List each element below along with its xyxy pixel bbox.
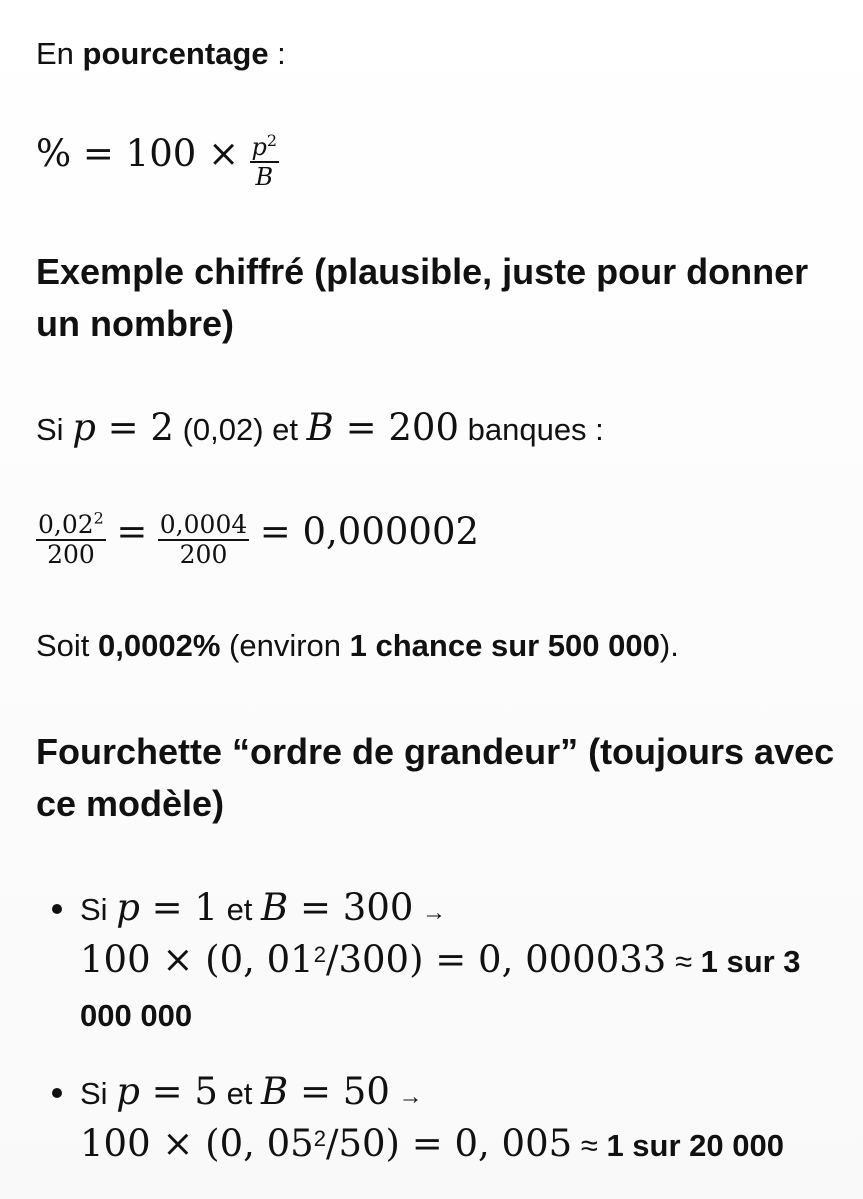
item-et: et xyxy=(217,1076,262,1111)
percentage-label-suffix: : xyxy=(268,36,286,71)
frac1-den: 200 xyxy=(47,539,95,569)
example-computation xyxy=(36,510,479,569)
list-item-expression xyxy=(80,1122,784,1166)
approx-sign: ≈ xyxy=(572,1128,607,1163)
cond-p: p xyxy=(72,406,96,449)
item-b-value: = 300 xyxy=(288,886,414,929)
arrow-right-icon: → xyxy=(422,899,447,926)
item-et: et xyxy=(217,892,262,927)
arrow-right-icon: → xyxy=(398,1083,423,1110)
formula-num-exp: 2 xyxy=(266,130,278,150)
cond-p-paren: (0,02) et xyxy=(173,412,307,447)
cond-p-value: = 2 xyxy=(95,406,174,449)
cond-b: B xyxy=(306,406,334,449)
item-p-value: = 1 xyxy=(139,886,218,929)
list-item-expression xyxy=(80,938,801,982)
result-line-2: 000 000 xyxy=(80,998,193,1033)
computation-fraction-1 xyxy=(36,508,106,569)
item-si: Si xyxy=(80,1076,117,1111)
item-b-value: = 50 xyxy=(288,1070,390,1113)
formula-fraction xyxy=(250,130,280,191)
computation-fraction-2 xyxy=(158,511,249,569)
soit-percent: 0,0002% xyxy=(98,628,221,663)
soit-mid: (environ xyxy=(220,628,350,663)
expr-pre: 100 × (0, 05 xyxy=(80,1122,314,1165)
bullet-icon xyxy=(52,904,62,914)
item-b: B xyxy=(261,1070,289,1113)
expr-post: /50) = 0, 005 xyxy=(325,1122,573,1165)
cond-b-value: = 200 xyxy=(333,406,459,449)
computation-result: = 0,000002 xyxy=(259,510,480,553)
frac1-exp: 2 xyxy=(93,508,104,528)
percentage-label-prefix: En xyxy=(36,36,83,71)
percentage-formula xyxy=(36,132,279,191)
list-item-condition xyxy=(80,888,446,933)
example-heading: Exemple chiffré (plausible, juste pour donner un nombre) xyxy=(36,251,809,344)
computation-equals-1: = xyxy=(116,510,148,553)
soit-chance: 1 chance sur 500 000 xyxy=(349,628,660,663)
item-p: p xyxy=(116,886,140,929)
example-conditions xyxy=(36,408,604,450)
range-heading: Fourchette “ordre de grandeur” (toujours avec ce modèle) xyxy=(36,731,835,824)
item-p-value: = 5 xyxy=(139,1070,218,1113)
frac2-den: 200 xyxy=(179,539,228,569)
result-line-1: 1 sur 20 000 xyxy=(606,1128,784,1163)
percentage-label xyxy=(36,34,286,74)
result-line-1: 1 sur 3 xyxy=(700,944,801,979)
bullet-icon xyxy=(52,1088,62,1098)
formula-num-var: p xyxy=(251,132,267,161)
formula-lhs: % = 100 × xyxy=(36,132,240,175)
item-p: p xyxy=(116,1070,140,1113)
expr-exp: 2 xyxy=(313,1125,326,1151)
approx-sign: ≈ xyxy=(666,944,701,979)
expr-exp: 2 xyxy=(313,941,326,967)
frac1-num: 0,02 xyxy=(38,509,94,539)
frac2-num: 0,0004 xyxy=(159,509,248,539)
soit-prefix: Soit xyxy=(36,628,99,663)
item-b: B xyxy=(261,886,289,929)
cond-tail: banques : xyxy=(459,412,604,447)
expr-post: /300) = 0, 000033 xyxy=(325,938,667,981)
example-conclusion xyxy=(36,626,679,666)
soit-suffix: ). xyxy=(659,628,679,663)
item-si: Si xyxy=(80,892,117,927)
percentage-label-bold: pourcentage xyxy=(82,36,269,71)
cond-si: Si xyxy=(36,412,73,447)
list-item-condition xyxy=(80,1072,422,1117)
formula-den: B xyxy=(255,162,274,191)
expr-pre: 100 × (0, 01 xyxy=(80,938,314,981)
